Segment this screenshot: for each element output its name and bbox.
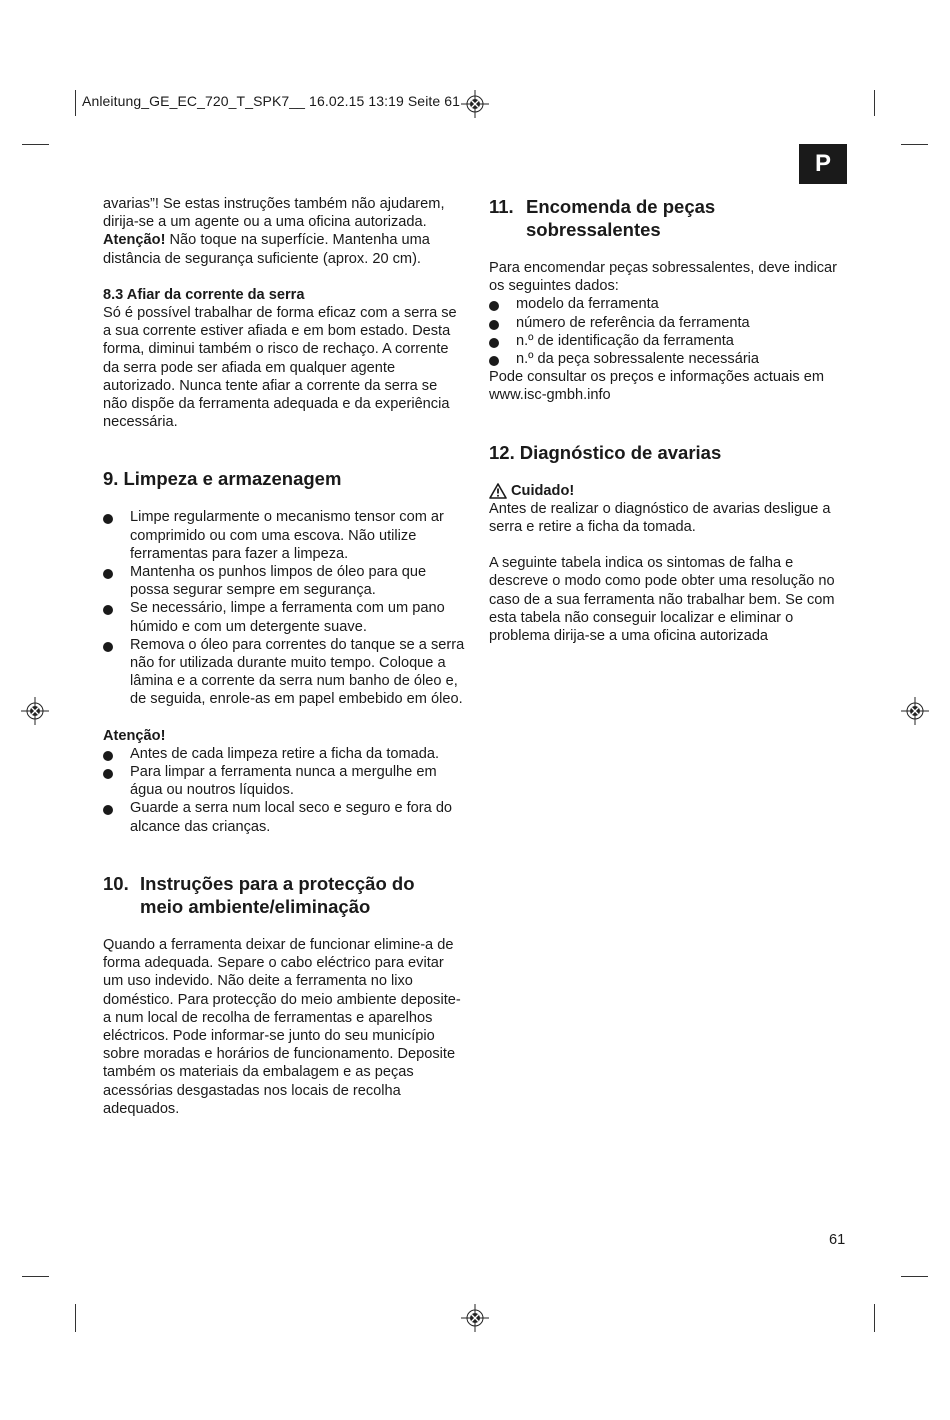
intro-paragraph: avarias”! Se estas instruções também não ajudarem, dirija-se a um agente ou a uma oficina autorizada. <box>103 196 445 231</box>
list-item: Limpe regularmente o mecanismo tensor com ar comprimido ou com uma escova. Não utilize ferramentas para fazer a limpeza. <box>103 508 465 563</box>
section-8-3-text: Só é possível trabalhar de forma eficaz com a serra se a sua corrente estiver afiada e em bom estado. Desta forma, diminui também o risco de rechaço. A corrente da serra pode ser afiada em qualquer agente autorizado. Nunca tente afiar a corrente da serra se não dispõe da ferramenta adequada e da experiência necessária. <box>103 305 457 431</box>
section-number: 11. <box>489 196 514 217</box>
bullet-icon <box>103 514 113 524</box>
bullet-icon <box>103 751 113 761</box>
section-11-outro: Pode consultar os preços e informações actuais em www.isc-gmbh.info <box>489 369 825 404</box>
section-title: Instruções para a protecção do meio ambiente/eliminação <box>140 872 415 917</box>
registration-mark-icon <box>461 90 489 118</box>
list-item: Antes de cada limpeza retire a ficha da tomada. <box>103 745 465 763</box>
registration-mark-icon <box>901 697 929 725</box>
caution-line <box>489 482 851 500</box>
right-column <box>489 195 851 645</box>
section-11-list <box>489 295 851 368</box>
list-item: Remova o óleo para correntes do tanque se a serra não for utilizada durante muito tempo. Coloque a lâmina e a corrente da serra num banho de óleo e, de seguida, enrole-as em papel embebido em óleo. <box>103 636 465 709</box>
section-10-text: Quando a ferramenta deixar de funcionar elimine-a de forma adequada. Separe o cabo eléctrico para evitar um uso indevido. Não deite a ferramenta no lixo doméstico. Para protecção do meio ambiente deposite-a num local de recolha de ferramentas e aparelhos eléctricos. Pode informar-se junto do seu município sobre moradas e horários de funcionamento. Deposite também os materiais da embalagem e as peças acessórias desgastadas nos locais de recolha adequados. <box>103 936 461 1117</box>
crop-mark <box>901 1276 928 1277</box>
crop-mark <box>874 1304 875 1332</box>
attention-label: Atenção! <box>103 232 166 249</box>
bullet-icon <box>489 356 499 366</box>
list-item: Guarde a serra num local seco e seguro e fora do alcance das crianças. <box>103 799 465 835</box>
section-title: Encomenda de peças sobressalentes <box>526 196 716 240</box>
bullet-icon <box>103 805 113 815</box>
registration-mark-icon <box>21 697 49 725</box>
bullet-icon <box>103 605 113 615</box>
section-number: 12. <box>489 441 515 463</box>
bullet-icon <box>103 769 113 779</box>
section-12-text: A seguinte tabela indica os sintomas de falha e descreve o modo como pode obter uma resolução no caso de a sua ferramenta não trabalhar bem. Se com esta tabela não conseguir localizar e eliminar o problema dirija-se a uma oficina autorizada <box>489 555 835 645</box>
bullet-icon <box>103 569 113 579</box>
list-item: n.º da peça sobressalente necessária <box>489 350 851 368</box>
list-item: modelo da ferramenta <box>489 295 851 313</box>
bullet-icon <box>489 320 499 330</box>
attention-label: Atenção! <box>103 727 166 744</box>
list-item: Mantenha os punhos limpos de óleo para que possa segurar sempre em segurança. <box>103 563 465 599</box>
crop-mark <box>75 1304 76 1332</box>
list-item: Se necessário, limpe a ferramenta com um pano húmido e com um detergente suave. <box>103 599 465 635</box>
list-item: Para limpar a ferramenta nunca a mergulhe em água ou noutros líquidos. <box>103 763 465 799</box>
section-11-heading <box>489 195 851 241</box>
crop-mark <box>22 144 49 145</box>
language-tab: P <box>799 144 847 184</box>
print-slug: Anleitung_GE_EC_720_T_SPK7__ 16.02.15 13:19 Seite 61 <box>82 93 461 109</box>
crop-mark <box>75 90 76 116</box>
crop-mark <box>901 144 928 145</box>
bullet-icon <box>489 301 499 311</box>
page-number: 61 <box>829 1232 846 1248</box>
list-item: n.º de identificação da ferramenta <box>489 332 851 350</box>
crop-mark <box>22 1276 49 1277</box>
section-number: 9. <box>103 468 119 490</box>
section-number: 10. <box>103 872 129 894</box>
list-item: número de referência da ferramenta <box>489 314 851 332</box>
section-11-intro: Para encomendar peças sobressalentes, deve indicar os seguintes dados: <box>489 260 838 295</box>
intro-attention-paragraph <box>103 231 465 267</box>
section-title: Diagnóstico de avarias <box>519 441 722 463</box>
bullet-icon <box>489 338 499 348</box>
caution-label: Cuidado! <box>511 482 575 499</box>
caution-text: Antes de realizar o diagnóstico de avarias desligue a serra e retire a ficha da tomada. <box>489 500 831 536</box>
section-12-heading <box>489 441 851 464</box>
warning-triangle-icon <box>489 483 507 499</box>
left-column <box>103 195 465 1118</box>
section-9-heading <box>103 467 465 490</box>
registration-mark-icon <box>461 1304 489 1332</box>
section-10-heading <box>103 872 465 918</box>
section-9-list <box>103 508 465 708</box>
section-title: Limpeza e armazenagem <box>123 468 342 490</box>
crop-mark <box>874 90 875 116</box>
section-8-3-title: 8.3 Afiar da corrente da serra <box>103 286 305 303</box>
attention-list <box>103 745 465 836</box>
bullet-icon <box>103 642 113 652</box>
attention-text: Não toque na superfície. Mantenha uma distância de segurança suficiente (aprox. 20 cm). <box>103 232 430 267</box>
